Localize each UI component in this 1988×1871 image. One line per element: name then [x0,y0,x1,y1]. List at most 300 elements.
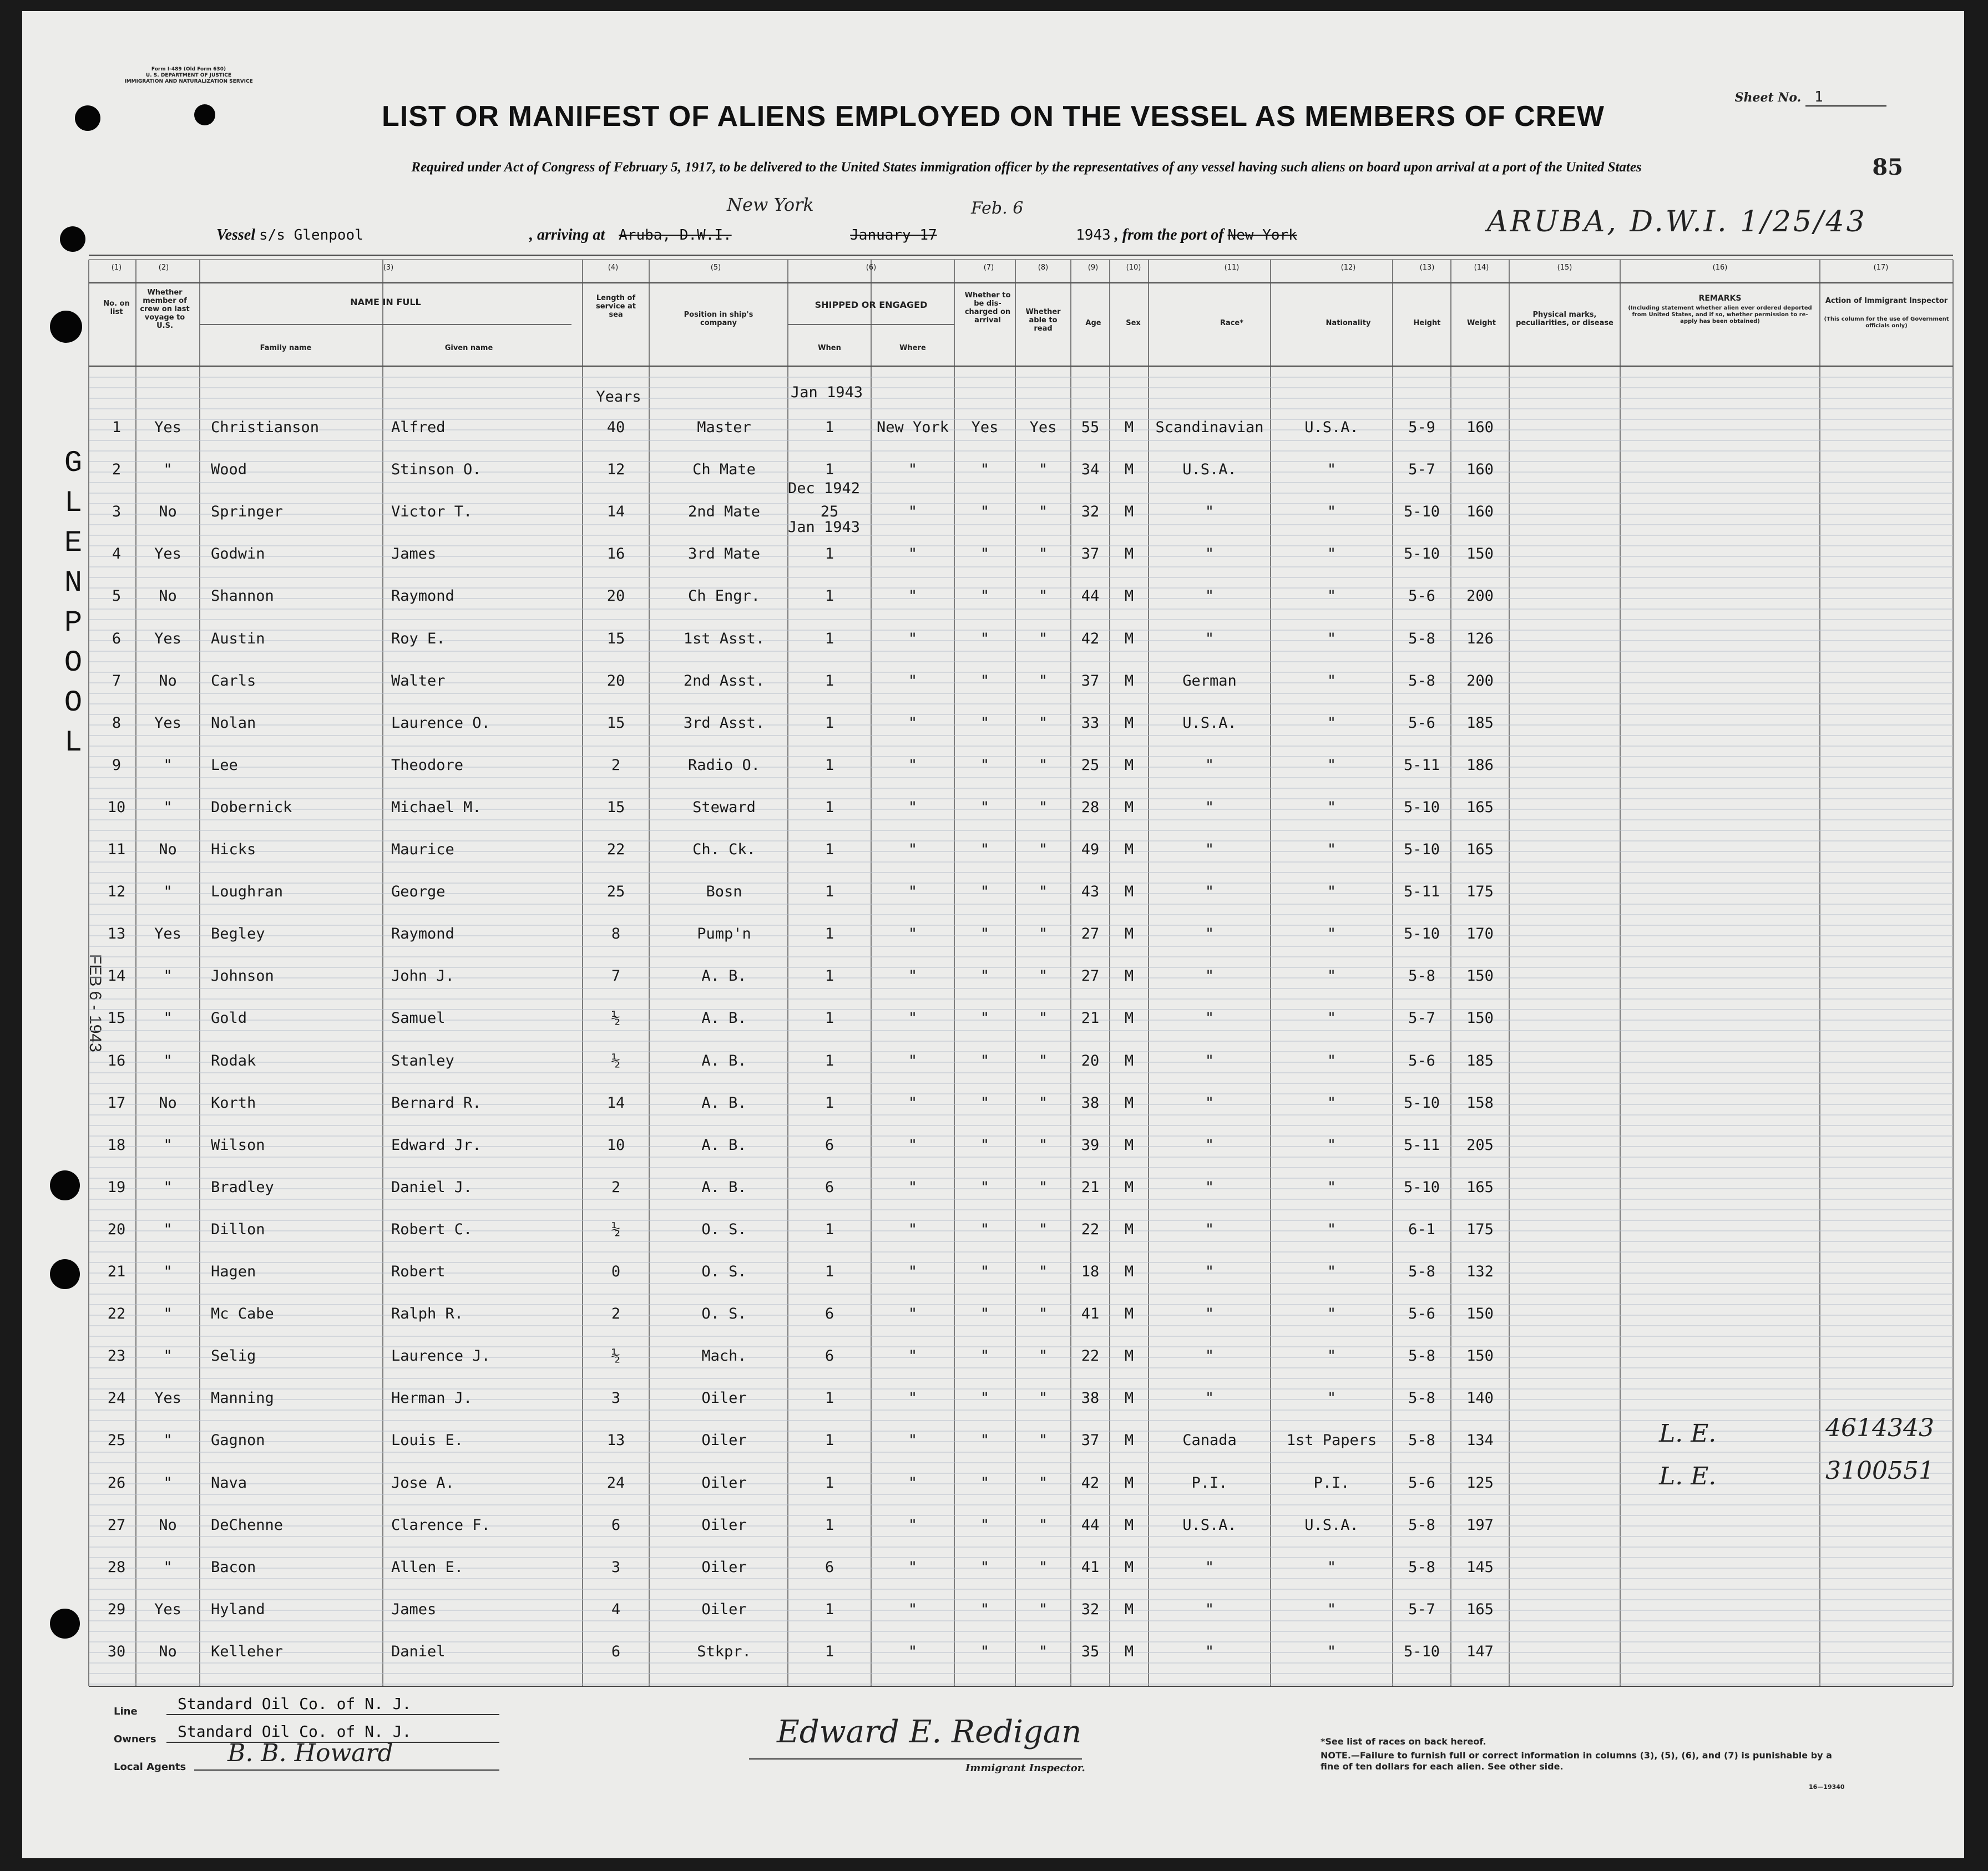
col-shipped-engaged: SHIPPED OR ENGAGED [815,300,928,310]
weight: 134 [1466,1432,1494,1449]
shipped-where: " [908,1137,918,1154]
able-to-read: " [1038,461,1048,478]
height: 5-10 [1403,545,1440,562]
col-length-service: Length of service at sea [596,294,636,319]
vessel-label: Vessel [216,226,255,244]
to-be-discharged: " [980,1305,990,1322]
given-name: Edward Jr. [391,1137,482,1154]
col-num-4: (4) [608,263,619,272]
race: " [1205,587,1215,605]
to-be-discharged: " [980,1390,990,1407]
row-number: 16 [107,1052,126,1069]
shipped-when: 1 [824,714,834,732]
weight: 197 [1466,1517,1494,1534]
row-number: 29 [107,1601,126,1618]
weight: 140 [1466,1390,1494,1407]
member-last-voyage: Yes [154,714,181,732]
position: Oiler [701,1390,747,1407]
sex: M [1124,419,1134,436]
given-name: Daniel J. [391,1179,473,1196]
able-to-read: " [1038,1137,1048,1154]
height: 5-6 [1408,714,1435,732]
weight: 185 [1466,1052,1494,1069]
family-name: Springer [211,503,284,520]
row-number: 24 [107,1390,126,1407]
row-number: 11 [107,841,126,858]
col-num-14: (14) [1474,263,1489,272]
member-last-voyage: Yes [154,545,181,562]
age: 41 [1081,1559,1100,1576]
footer-owners-value: Standard Oil Co. of N. J. [178,1722,412,1741]
col-num-2: (2) [158,263,169,272]
height: 5-7 [1408,1010,1435,1027]
given-name: James [391,1601,437,1618]
given-name: Stinson O. [391,461,482,478]
inspector-signature: Edward E. Redigan [777,1714,1082,1750]
shipped-when: 1 [824,925,834,942]
shipped-where: " [908,1474,918,1492]
shipped-where: " [908,1094,918,1112]
to-be-discharged: " [980,841,990,858]
col-no-on-list: No. on list [103,300,130,316]
able-to-read: " [1038,1263,1048,1280]
member-last-voyage: No [159,1094,177,1112]
nationality: 1st Papers [1286,1432,1377,1449]
row-number: 17 [107,1094,126,1112]
family-name: Godwin [211,545,265,562]
given-name: Laurence O. [391,714,490,732]
age: 21 [1081,1010,1100,1027]
row-number: 28 [107,1559,126,1576]
shipped-when: 1 [824,1390,834,1407]
race: P.I. [1191,1474,1228,1492]
row-number: 8 [112,714,122,732]
sex: M [1124,1517,1134,1534]
length-of-service: 20 [606,672,625,689]
height: 5-6 [1408,1305,1435,1322]
sex: M [1124,1601,1134,1618]
shipped-where: " [908,630,918,647]
race: " [1205,1052,1215,1069]
col-num-16: (16) [1712,263,1728,272]
from-struck: New York [1227,227,1297,244]
height: 5-8 [1408,1517,1435,1534]
shipped-when: 1 [824,1094,834,1112]
shipped-where: " [908,1052,918,1069]
given-name: Robert [391,1263,446,1280]
col-height: Height [1413,319,1441,327]
to-be-discharged: " [980,1179,990,1196]
age: 41 [1081,1305,1100,1322]
race: " [1205,1601,1215,1618]
shipped-when: 1 [824,672,834,689]
sex: M [1124,925,1134,942]
position: 2nd Mate [687,503,761,520]
weight: 175 [1466,883,1494,900]
nationality: " [1327,757,1337,774]
weight: 165 [1466,1179,1494,1196]
date-struck: January 17 [850,227,937,244]
shipped-when: 1 [824,1474,834,1492]
col-num-3: (3) [383,263,394,272]
member-last-voyage: No [159,672,177,689]
height: 5-8 [1408,1559,1435,1576]
height: 5-10 [1403,841,1440,858]
able-to-read: " [1038,925,1048,942]
weight: 200 [1466,587,1494,605]
position: O. S. [701,1305,747,1322]
race: " [1205,1643,1215,1660]
family-name: Hicks [211,841,256,858]
row-number: 15 [107,1010,126,1027]
height: 5-7 [1408,1601,1435,1618]
position: Oiler [701,1474,747,1492]
sex: M [1124,757,1134,774]
shipped-year-annotation: Jan 1943 [790,384,863,401]
height: 5-8 [1408,1263,1435,1280]
sex: M [1124,967,1134,985]
penalty-note: NOTE.—Failure to furnish full or correct information in columns (3), (5), (6), and (7) is punishable by a fine of ten dollars for each alien. See other side. [1321,1750,1832,1772]
shipped-when: 1 [824,757,834,774]
family-name: Begley [211,925,265,942]
length-of-service: 7 [611,967,621,985]
shipped-where: " [908,1221,918,1238]
able-to-read: " [1038,1432,1048,1449]
length-of-service: 14 [606,503,625,520]
shipped-where: " [908,883,918,900]
able-to-read: " [1038,503,1048,520]
action-handwritten: 3100551 [1825,1457,1934,1485]
able-to-read: " [1038,630,1048,647]
from-label: , from the port of [1114,226,1224,244]
to-be-discharged: " [980,799,990,816]
row-number: 5 [112,587,122,605]
position: Mach. [701,1347,747,1365]
manifest-sheet [22,11,1964,1858]
shipped-when: 6 [824,1137,834,1154]
shipped-when: 1 [824,419,834,436]
family-name: Gold [211,1010,247,1027]
given-name: Maurice [391,841,454,858]
able-to-read: " [1038,1010,1048,1027]
family-name: DeChenne [211,1517,284,1534]
to-be-discharged: " [980,1263,990,1280]
height: 5-10 [1403,925,1440,942]
weight: 150 [1466,967,1494,985]
position: Master [697,419,751,436]
page-subtitle: Required under Act of Congress of February 5, 1917, to be delivered to the United States immigration officer by the representatives of any vessel having such aliens on board upon arrival at a port of the United States [411,160,1642,175]
weight: 158 [1466,1094,1494,1112]
able-to-read: " [1038,1390,1048,1407]
col-nationality: Nationality [1326,319,1371,327]
race: " [1205,1305,1215,1322]
col-name-in-full: NAME IN FULL [350,297,421,307]
sex: M [1124,1347,1134,1365]
nationality: " [1327,1601,1337,1618]
sex: M [1124,672,1134,689]
to-be-discharged: " [980,461,990,478]
age: 27 [1081,925,1100,942]
family-name: Gagnon [211,1432,265,1449]
given-name: Louis E. [391,1432,464,1449]
col-num-17: (17) [1873,263,1889,272]
member-last-voyage: Yes [154,1601,181,1618]
weight: 150 [1466,1305,1494,1322]
family-name: Nolan [211,714,256,732]
given-name: Theodore [391,757,464,774]
given-name: Ralph R. [391,1305,464,1322]
member-last-voyage: " [163,1221,173,1238]
given-name: Michael M. [391,799,482,816]
shipped-when: 1 [824,841,834,858]
sex: M [1124,1010,1134,1027]
family-name: Hyland [211,1601,265,1618]
position: 3rd Asst. [683,714,765,732]
page-number: 85 [1872,154,1903,180]
height: 5-8 [1408,1347,1435,1365]
age: 49 [1081,841,1100,858]
able-to-read: " [1038,545,1048,562]
family-name: Wilson [211,1137,265,1154]
length-of-service: ½ [611,1347,621,1365]
age: 37 [1081,1432,1100,1449]
race: " [1205,503,1215,520]
member-last-voyage: " [163,1474,173,1492]
position: O. S. [701,1221,747,1238]
col-physical-marks: Physical marks, peculiarities, or disease [1516,311,1613,327]
weight: 160 [1466,419,1494,436]
member-last-voyage: " [163,1305,173,1322]
member-last-voyage: No [159,587,177,605]
footer-line-label: Line [114,1706,138,1717]
family-name: Dillon [211,1221,265,1238]
shipped-where: " [908,1432,918,1449]
to-be-discharged: " [980,587,990,605]
length-of-service: ½ [611,1221,621,1238]
row-number: 1 [112,419,122,436]
position: A. B. [701,1179,747,1196]
remark-handwritten: L. E. [1659,1462,1717,1490]
sex: M [1124,1643,1134,1660]
age: 35 [1081,1643,1100,1660]
member-last-voyage: " [163,1347,173,1365]
shipped-where: " [908,503,918,520]
family-name: Selig [211,1347,256,1365]
to-be-discharged: " [980,1601,990,1618]
shipped-where: " [908,925,918,942]
shipped-when: 1 [824,1432,834,1449]
able-to-read: " [1038,1094,1048,1112]
able-to-read: " [1038,967,1048,985]
member-last-voyage: Yes [154,419,181,436]
shipped-where: " [908,799,918,816]
height: 5-10 [1403,1179,1440,1196]
weight: 186 [1466,757,1494,774]
shipped-when: 1 [824,461,834,478]
race: " [1205,841,1215,858]
shipped-where: " [908,714,918,732]
to-be-discharged: " [980,1094,990,1112]
nationality: " [1327,967,1337,985]
col-family-name: Family name [260,344,312,352]
race: " [1205,545,1215,562]
family-name: Mc Cabe [211,1305,274,1322]
race: " [1205,1390,1215,1407]
position: Ch Mate [692,461,756,478]
arriving-struck: Aruba, D.W.I. [619,227,732,244]
sex: M [1124,630,1134,647]
to-be-discharged: Yes [971,419,999,436]
able-to-read: " [1038,1559,1048,1576]
position: Bosn [706,883,742,900]
length-of-service: 24 [606,1474,625,1492]
nationality: " [1327,1305,1337,1322]
sex: M [1124,1052,1134,1069]
nationality: " [1327,503,1337,520]
nationality: " [1327,630,1337,647]
weight: 165 [1466,799,1494,816]
position: Oiler [701,1432,747,1449]
page-title: LIST OR MANIFEST OF ALIENS EMPLOYED ON THE VESSEL AS MEMBERS OF CREW [382,100,1605,133]
jan-1943-annotation: Jan 1943 [787,519,861,536]
member-last-voyage: " [163,883,173,900]
shipped-where: " [908,1390,918,1407]
race: " [1205,1010,1215,1027]
able-to-read: " [1038,1221,1048,1238]
age: 33 [1081,714,1100,732]
year: 1943 [1076,227,1111,244]
height: 5-8 [1408,1390,1435,1407]
age: 18 [1081,1263,1100,1280]
nationality: " [1327,1052,1337,1069]
position: Pump'n [697,925,751,942]
age: 32 [1081,1601,1100,1618]
row-number: 23 [107,1347,126,1365]
position: A. B. [701,967,747,985]
to-be-discharged: " [980,883,990,900]
row-number: 30 [107,1643,126,1660]
to-be-discharged: " [980,503,990,520]
nationality: " [1327,672,1337,689]
member-last-voyage: " [163,1137,173,1154]
to-be-discharged: " [980,1643,990,1660]
form-code: 16—19340 [1809,1783,1845,1791]
position: Oiler [701,1601,747,1618]
weight: 200 [1466,672,1494,689]
shipped-when: 6 [824,1347,834,1365]
family-name: Wood [211,461,247,478]
shipped-where: New York [876,419,949,436]
able-to-read: Yes [1029,419,1057,436]
sex: M [1124,545,1134,562]
nationality: " [1327,1390,1337,1407]
member-last-voyage: " [163,1432,173,1449]
length-of-service: 15 [606,714,625,732]
col-num-1: (1) [111,263,122,272]
sex: M [1124,841,1134,858]
row-number: 13 [107,925,126,942]
position: A. B. [701,1010,747,1027]
nationality: " [1327,587,1337,605]
shipped-when: 1 [824,630,834,647]
shipped-where: " [908,1559,918,1576]
shipped-when: 1 [824,799,834,816]
sex: M [1124,1474,1134,1492]
to-be-discharged: " [980,1137,990,1154]
family-name: Dobernick [211,799,292,816]
weight: 126 [1466,630,1494,647]
given-name: Daniel [391,1643,446,1660]
given-name: Herman J. [391,1390,473,1407]
shipped-where: " [908,672,918,689]
col-num-9: (9) [1087,263,1099,272]
position: A. B. [701,1137,747,1154]
sex: M [1124,1305,1134,1322]
length-of-service: 16 [606,545,625,562]
col-action-sub: (This column for the use of Government officials only) [1824,316,1949,329]
sex: M [1124,1390,1134,1407]
arriving-handwritten: New York [727,194,814,215]
vessel-stamp-text: GLENPOOL [64,447,83,760]
family-name: Hagen [211,1263,256,1280]
sheet-number-label: Sheet No. [1734,90,1802,105]
length-of-service: 14 [606,1094,625,1112]
race: " [1205,967,1215,985]
race: U.S.A. [1182,714,1237,732]
age: 32 [1081,503,1100,520]
race: " [1205,799,1215,816]
height: 5-7 [1408,461,1435,478]
row-number: 6 [112,630,122,647]
nationality: " [1327,1137,1337,1154]
sex: M [1124,1263,1134,1280]
position: Radio O. [687,757,761,774]
footer-agents-label: Local Agents [114,1761,186,1773]
weight: 125 [1466,1474,1494,1492]
height: 5-11 [1403,757,1440,774]
position: O. S. [701,1263,747,1280]
height: 5-10 [1403,503,1440,520]
to-be-discharged: " [980,545,990,562]
row-number: 7 [112,672,122,689]
weight: 132 [1466,1263,1494,1280]
nationality: " [1327,841,1337,858]
member-last-voyage: Yes [154,630,181,647]
shipped-when: 1 [824,1643,834,1660]
height: 5-11 [1403,883,1440,900]
col-num-13: (13) [1419,263,1435,272]
member-last-voyage: No [159,1643,177,1660]
length-of-service: 6 [611,1643,621,1660]
race: German [1182,672,1237,689]
col-remarks: REMARKS [1698,294,1742,303]
date-stamp: FEB 6 - 1943 [86,954,104,1052]
shipped-where: " [908,461,918,478]
given-name: Clarence F. [391,1517,490,1534]
length-of-service: 10 [606,1137,625,1154]
to-be-discharged: " [980,630,990,647]
nationality: " [1327,461,1337,478]
sex: M [1124,799,1134,816]
shipped-when: 1 [824,1052,834,1069]
given-name: George [391,883,446,900]
family-name: Christianson [211,419,320,436]
able-to-read: " [1038,587,1048,605]
col-action: Action of Immigrant Inspector [1825,297,1948,305]
sex: M [1124,1432,1134,1449]
given-name: Victor T. [391,503,473,520]
col-age: Age [1085,319,1101,327]
